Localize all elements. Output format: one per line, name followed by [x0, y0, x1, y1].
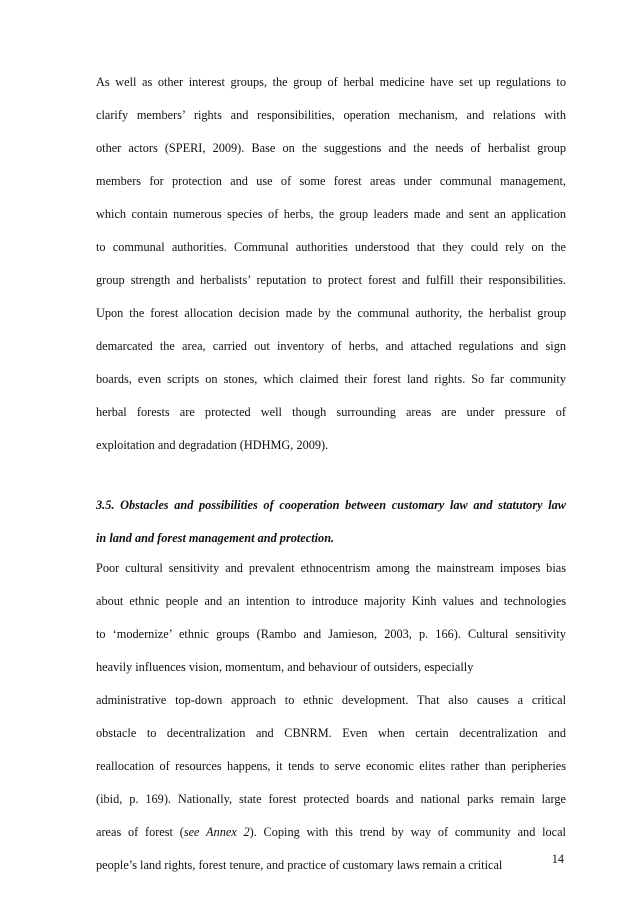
text-line: administrative top-down approach to ethnic development. That also causes a critical [96, 693, 566, 707]
text-line: other actors (SPERI, 2009). Base on the suggestions and the needs of herbalist group [96, 141, 566, 155]
text-line: clarify members’ rights and responsibilities, operation mechanism, and relations with [96, 108, 566, 122]
text-line: people’s land rights, forest tenure, and practice of customary laws remain a critical [96, 858, 503, 872]
text-line: Poor cultural sensitivity and prevalent ethnocentrism among the mainstream imposes bias [96, 561, 566, 575]
text-line: exploitation and degradation (HDHMG, 2009). [96, 438, 329, 452]
page-number: 14 [551, 852, 564, 866]
text-line: Upon the forest allocation decision made by the communal authority, the herbalist group [96, 306, 566, 320]
heading-line: 3.5. Obstacles and possibilities of cooperation between customary law and statutory law [96, 498, 566, 512]
text-line: (ibid, p. 169). Nationally, state forest protected boards and national parks remain large [96, 792, 566, 806]
text-line: heavily influences vision, momentum, and behaviour of outsiders, especially [96, 660, 474, 674]
text-line: As well as other interest groups, the group of herbal medicine have set up regulations to [96, 75, 566, 89]
text-line: reallocation of resources happens, it tends to serve economic elites rather than peripheries [96, 759, 566, 773]
text-line: group strength and herbalists’ reputation to protect forest and fulfill their responsibilities. [96, 273, 566, 287]
text-segment: ). Coping with this trend by way of community and local [249, 825, 566, 839]
text-line-with-annex-reference [96, 825, 566, 839]
heading-line: in land and forest management and protection. [96, 531, 335, 545]
text-line: about ethnic people and an intention to introduce majority Kinh values and technologies [96, 594, 566, 608]
text-line: obstacle to decentralization and CBNRM. Even when certain decentralization and [96, 726, 566, 740]
annex-reference: see Annex 2 [183, 825, 250, 839]
text-line: boards, even scripts on stones, which claimed their forest land rights. So far community [96, 372, 566, 386]
text-line: demarcated the area, carried out inventory of herbs, and attached regulations and sign [96, 339, 566, 353]
text-line: which contain numerous species of herbs, the group leaders made and sent an application [96, 207, 566, 221]
text-segment: areas of forest ( [96, 825, 184, 839]
text-line: members for protection and use of some forest areas under communal management, [96, 174, 566, 188]
text-line: to communal authorities. Communal authorities understood that they could rely on the [96, 240, 566, 254]
text-line: herbal forests are protected well though surrounding areas are under pressure of [96, 405, 566, 419]
text-line: to ‘modernize’ ethnic groups (Rambo and Jamieson, 2003, p. 166). Cultural sensitivity [96, 627, 566, 641]
